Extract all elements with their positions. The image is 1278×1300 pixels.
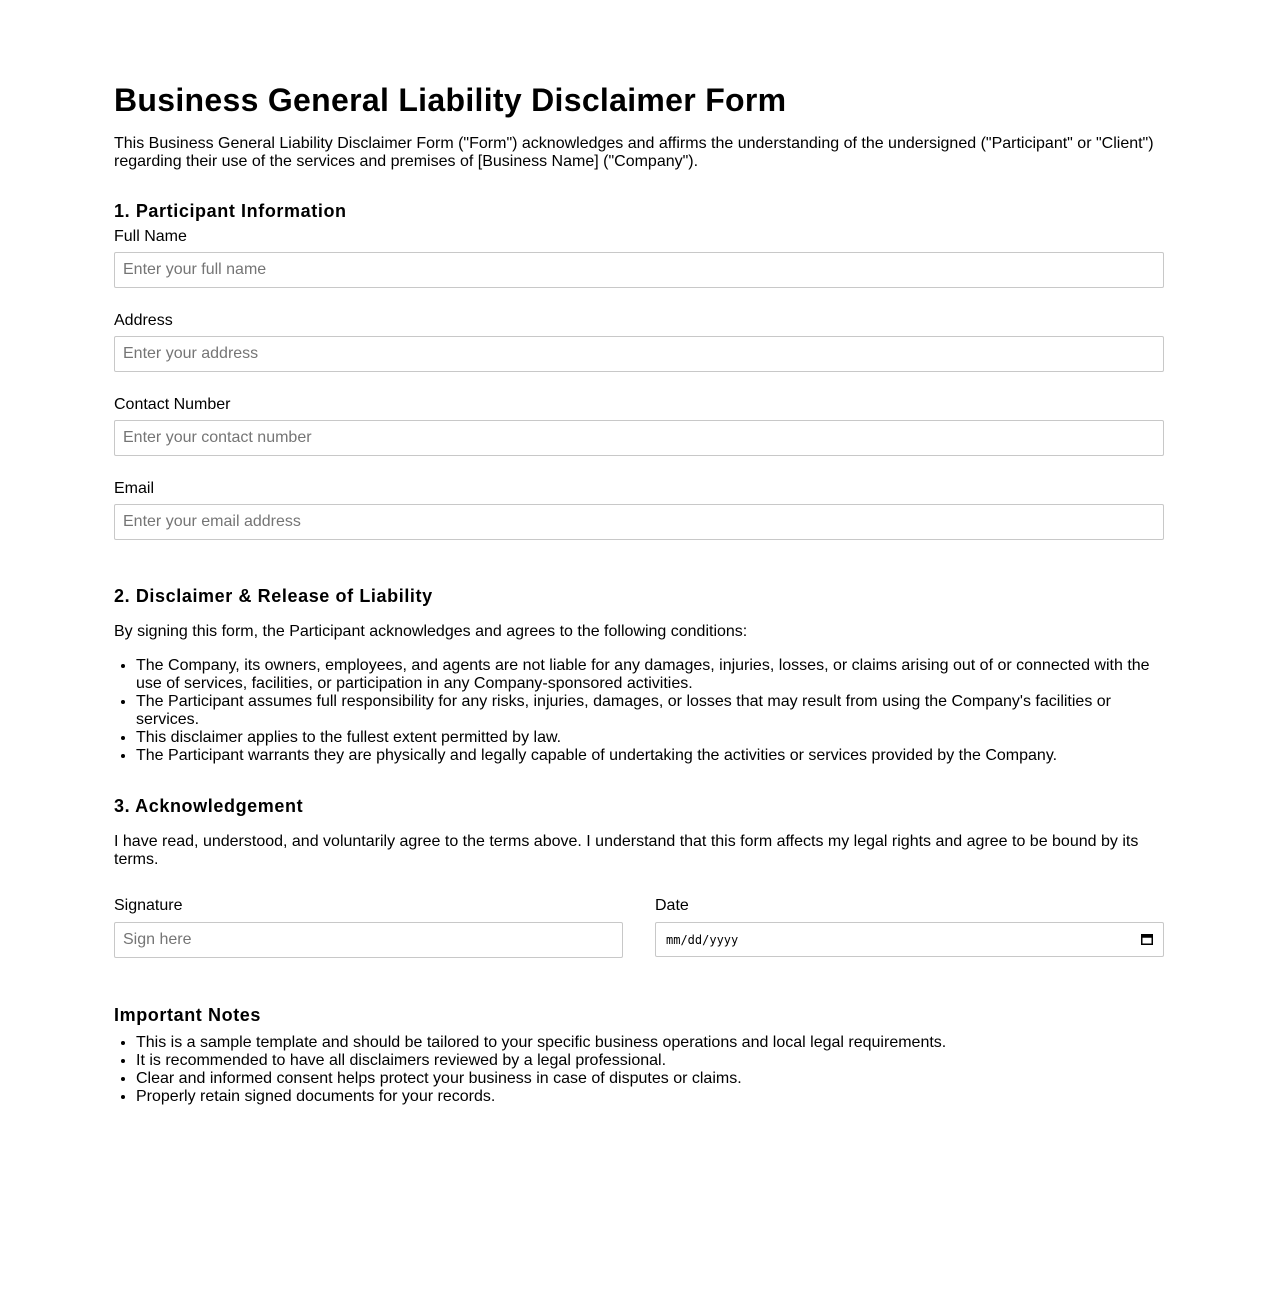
section-heading-acknowledgement: 3. Acknowledgement: [114, 796, 304, 816]
important-notes-section: [114, 1004, 1164, 1106]
list-item: • The Company, its owners, employees, and agents are not liable for any damages, injuries, losses, or claims arising out of or connected with the use of services, facilities, or participation in any Company-sponsored activities.: [136, 657, 1164, 693]
disclaimer-form-page: [114, 0, 1164, 1106]
list-item: • This is a sample template and should be tailored to your specific business operations and local legal requirements.: [136, 1034, 1164, 1052]
email-input[interactable]: [114, 504, 1164, 540]
calendar-icon[interactable]: [1141, 933, 1153, 945]
contact-number-input[interactable]: [114, 420, 1164, 456]
address-input[interactable]: [114, 336, 1164, 372]
disclaimer-intro: By signing this form, the Participant acknowledges and agrees to the following conditions:: [114, 623, 748, 640]
list-item: • The Participant assumes full responsibility for any risks, injuries, damages, or losses that may result from using the Company's facilities or services.: [136, 693, 1164, 729]
address-label: Address: [114, 312, 173, 329]
important-notes-list: [114, 1034, 1164, 1106]
acknowledgement-section: [114, 795, 1164, 958]
signature-date-row: [114, 897, 1164, 958]
date-input[interactable]: [655, 922, 1164, 957]
list-item: • Clear and informed consent helps protect your business in case of disputes or claims.: [136, 1070, 1164, 1088]
important-notes-heading: Important Notes: [114, 1005, 262, 1025]
date-placeholder: mm/dd/yyyy: [666, 933, 739, 947]
signature-column: [114, 897, 623, 958]
signature-input[interactable]: [114, 922, 623, 958]
list-item: • This disclaimer applies to the fullest extent permitted by law.: [136, 729, 1164, 747]
date-label: Date: [655, 897, 689, 914]
full-name-input[interactable]: [114, 252, 1164, 288]
list-item: • Properly retain signed documents for your records.: [136, 1088, 1164, 1106]
contact-number-label: Contact Number: [114, 396, 231, 413]
disclaimer-section: [114, 585, 1164, 765]
page-title: Business General Liability Disclaimer Form: [114, 82, 787, 118]
date-column: [655, 897, 1164, 958]
section-heading-participant-information: 1. Participant Information: [114, 201, 347, 221]
section-heading-disclaimer: 2. Disclaimer & Release of Liability: [114, 586, 433, 606]
intro-paragraph: This Business General Liability Disclaimer Form ("Form") acknowledges and affirms the understanding of the undersigned ("Participant" or "Client") regarding their use of the services and premises of [Business Name] ("Company").: [114, 135, 1154, 170]
list-item: • It is recommended to have all disclaimers reviewed by a legal professional.: [136, 1052, 1164, 1070]
disclaimer-conditions-list: [114, 657, 1164, 765]
full-name-label: Full Name: [114, 228, 187, 245]
list-item: • The Participant warrants they are physically and legally capable of undertaking the activities or services provided by the Company.: [136, 747, 1164, 765]
signature-label: Signature: [114, 897, 183, 914]
email-label: Email: [114, 480, 155, 497]
acknowledgement-text: I have read, understood, and voluntarily agree to the terms above. I understand that this form affects my legal rights and agree to be bound by its terms.: [114, 833, 1139, 868]
participant-information-section: [114, 200, 1164, 540]
